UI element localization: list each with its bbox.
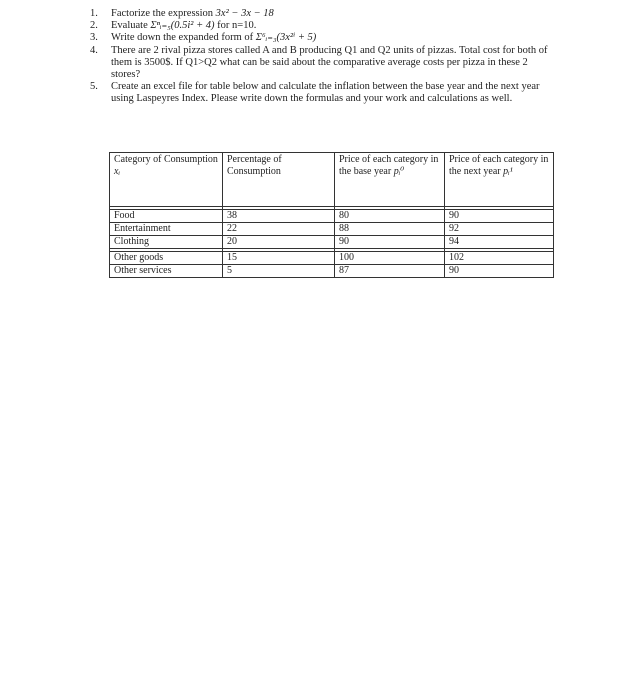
header-symbol: pᵢ⁰ — [393, 166, 405, 177]
cell-percentage: 15 — [223, 252, 335, 265]
question-text: Write down the expanded form of — [111, 32, 256, 44]
header-category: Category of Consumption xᵢ — [110, 153, 223, 207]
question-expression: Σⁿᵢ₌₅(0.5i² + 4) — [150, 20, 215, 32]
question-list — [90, 8, 550, 106]
cell-base-price: 88 — [335, 223, 445, 236]
question-expression: 3x² − 3x − 18 — [215, 8, 274, 19]
cell-category: Other goods — [110, 252, 223, 265]
cell-next-price: 90 — [445, 210, 554, 223]
header-symbol: pᵢ¹ — [503, 166, 513, 177]
question-number: 2. — [90, 20, 98, 32]
question-text-suffix: for n=10. — [214, 20, 257, 32]
cell-category: Food — [110, 210, 223, 223]
table-row — [110, 265, 554, 278]
table-row — [110, 223, 554, 236]
header-percentage: Percentage of Consumption — [223, 153, 335, 207]
question-text: Evaluate — [111, 20, 151, 32]
question-3 — [90, 32, 550, 44]
header-base-price: Price of each category in the base year pᵢ⁰ — [335, 153, 445, 207]
consumption-price-table — [109, 152, 554, 278]
cell-next-price: 94 — [445, 236, 554, 249]
table-row — [110, 210, 554, 223]
question-number: 5. — [90, 81, 98, 93]
question-1 — [90, 8, 550, 20]
cell-percentage: 5 — [223, 265, 335, 278]
header-symbol: xᵢ — [114, 166, 121, 177]
cell-category: Clothing — [110, 236, 223, 249]
question-2 — [90, 20, 550, 32]
cell-base-price: 80 — [335, 210, 445, 223]
cell-category: Other services — [110, 265, 223, 278]
cell-base-price: 90 — [335, 236, 445, 249]
cell-percentage: 20 — [223, 236, 335, 249]
table-row — [110, 236, 554, 249]
question-text: Factorize the expression — [111, 8, 216, 19]
cell-base-price: 100 — [335, 252, 445, 265]
table-row — [110, 252, 554, 265]
question-number: 3. — [90, 32, 98, 44]
question-text: Create an excel file for table below and calculate the inflation between the base year and the next year using Laspeyres Index. Please write down the formulas and your work and calculations as well. — [111, 81, 540, 105]
cell-category: Entertainment — [110, 223, 223, 236]
question-number: 1. — [90, 8, 98, 19]
cell-percentage: 38 — [223, 210, 335, 223]
cell-next-price: 102 — [445, 252, 554, 265]
question-number: 4. — [90, 44, 98, 56]
header-next-price: Price of each category in the next year pᵢ¹ — [445, 153, 554, 207]
table-header-row — [110, 153, 554, 207]
cell-next-price: 92 — [445, 223, 554, 236]
cell-base-price: 87 — [335, 265, 445, 278]
question-text: There are 2 rival pizza stores called A and B producing Q1 and Q2 units of pizzas. Total cost for both of them is 3500$. If Q1>Q2 what can be said about the comparative average costs per pizza in these 2 stores? — [111, 44, 548, 81]
cell-percentage: 22 — [223, 223, 335, 236]
question-5 — [90, 81, 550, 105]
question-expression: Σ⁶ᵢ₌₃(3x²ⁱ + 5) — [255, 32, 317, 44]
cell-next-price: 90 — [445, 265, 554, 278]
question-4 — [90, 45, 550, 82]
